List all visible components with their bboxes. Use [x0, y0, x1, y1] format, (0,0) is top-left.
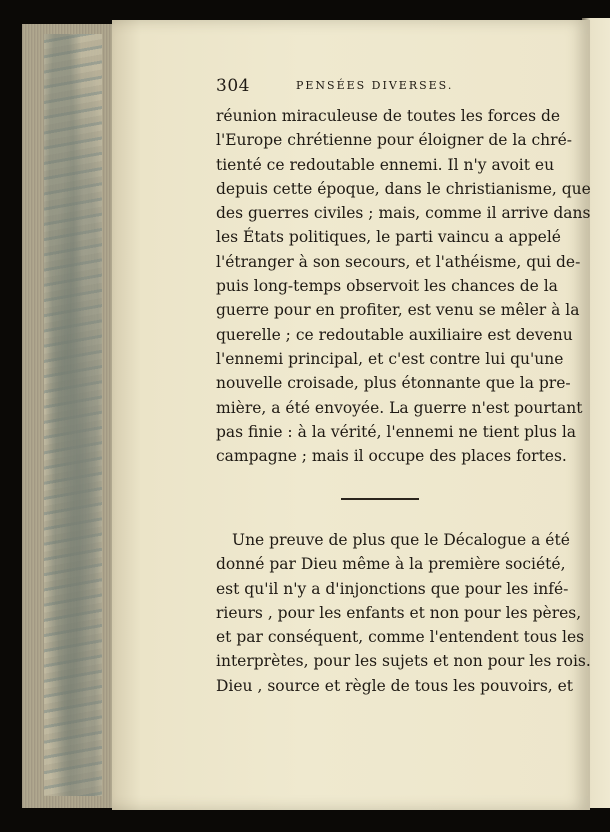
- text-line: guerre pour en profiter, est venu se mêler à la: [216, 301, 580, 320]
- text-line: tienté ce redoutable ennemi. Il n'y avoit eu: [216, 155, 555, 174]
- running-head: [216, 76, 546, 98]
- text-line: querelle ; ce redoutable auxiliaire est devenu: [216, 325, 573, 344]
- book-page: [112, 20, 590, 810]
- page-number: 304: [216, 76, 250, 96]
- marbled-edge: [44, 34, 102, 796]
- text-line: Une preuve de plus que le Décalogue a été: [232, 530, 570, 549]
- paragraph-1: [216, 104, 591, 468]
- paragraph-2: [216, 528, 591, 698]
- section-divider: [341, 498, 419, 500]
- text-line: et par conséquent, comme l'entendent tous les: [216, 628, 585, 647]
- text-line: puis long-temps observoit les chances de la: [216, 277, 558, 296]
- running-head-title: PENSÉES DIVERSES.: [296, 79, 454, 92]
- text-line: pas finie : à la vérité, l'ennemi ne tient plus la: [216, 422, 577, 441]
- text-line: Dieu , source et règle de tous les pouvoirs, et: [216, 676, 574, 695]
- text-line: l'Europe chrétienne pour éloigner de la chré-: [216, 131, 572, 150]
- text-line: l'ennemi principal, et c'est contre lui qu'une: [216, 349, 564, 368]
- text-line: mière, a été envoyée. La guerre n'est pourtant: [216, 398, 583, 417]
- text-line: est qu'il n'y a d'injonctions que pour les infé-: [216, 579, 569, 598]
- text-line: les États politiques, le parti vaincu a appelé: [216, 228, 561, 247]
- text-line: campagne ; mais il occupe des places fortes.: [216, 447, 567, 466]
- text-line: l'étranger à son secours, et l'athéisme, qui de-: [216, 252, 581, 271]
- text-line: des guerres civiles ; mais, comme il arrive dans: [216, 204, 591, 223]
- text-line: depuis cette époque, dans le christianisme, que: [216, 179, 591, 198]
- text-line: rieurs , pour les enfants et non pour les pères,: [216, 603, 582, 622]
- text-line: interprètes, pour les sujets et non pour les rois.: [216, 652, 591, 671]
- text-line: réunion miraculeuse de toutes les forces de: [216, 107, 561, 125]
- text-line: donné par Dieu même à la première société,: [216, 555, 566, 574]
- text-block: [216, 76, 591, 698]
- text-line: nouvelle croisade, plus étonnante que la pre-: [216, 374, 571, 393]
